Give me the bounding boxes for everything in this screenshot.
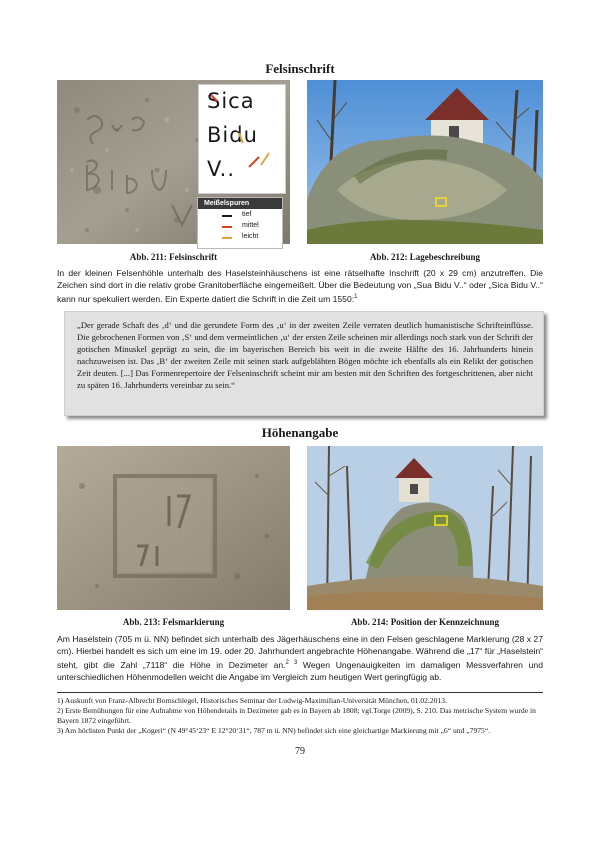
legend-title: Meißelspuren — [198, 198, 282, 209]
chisel-marks-overlay — [199, 85, 285, 193]
rock-marking-image — [57, 446, 290, 610]
footnote-2: 2) Erste Bemühungen für eine Aufnahme von Höhendetails in Dezimeter gab es in Bayern ab 1808; vgl.Torge (2009), S. 210. Das metrische System wurde in Bayern 1872 eingeführt. — [57, 706, 536, 725]
legend-swatch — [222, 215, 232, 217]
legend-label: leicht — [242, 233, 259, 240]
chisel-marks-legend — [197, 197, 283, 249]
footnote-3: 3) Am höchsten Punkt der „Kogeri“ (N 49°45‘23“ E 12°20‘31“, 787 m ü. NN) befindet sich eine gleichartige Markierung mit „6“ und „7975“. — [57, 726, 491, 735]
expert-quote-text: „Der gerade Schaft des ‚d‘ und die gerundete Form des ‚u‘ in der zweiten Zeile verraten deutlich humanistische Schrifteinflüsse. Die gebrochenen Formen von ‚S‘ und dem vermeintlichen ‚u‘ der ersten Zeile scheinen mir allerdings noch stark von der Schrift der gotischen Minuskel geprägt zu sein, die im bayerischen Bereich bis weit in die zweite Hälfte des 16. Jahrhunderts hinein nachzuweisen ist. Das ‚B‘ der zweiten Zeile mit seinen stark aufgeblähten Bögen möchte ich ebenfalls als ein Relikt der gotischen Zeit deuten. [...] Das Formenrepertoire der Felseninschrift scheint mir am besten mit den Schriften des fortgeschrittenen, aber nicht zu späten 16. Jahrhunderts vereinbar zu sein.“ — [77, 320, 533, 390]
inset-line-1: Sica — [207, 89, 255, 113]
legend-label: mittel — [242, 222, 259, 229]
footnotes — [57, 696, 543, 736]
photo-felsmarkierung — [57, 446, 290, 610]
footnote-refs: 2 3 — [285, 660, 298, 666]
paragraph-text-cont: Wegen Ungenauigkeiten im damaligen Messverfahren und unterschiedlichen Höhenmodellen weicht die Angabe im Vergleich zum heutigen Wert geringfügig ab. — [57, 659, 543, 682]
caption-fig-212: Abb. 212: Lagebeschreibung — [369, 252, 481, 262]
hut-on-rock-image — [307, 446, 543, 610]
paragraph-text: In der kleinen Felsenhöhle unterhalb des Haselsteinhäuschens ist eine rätselhafte Inschrift (20 x 29 cm) anzutreffen. Die Zeichen sind dort in die relativ grobe Granitoberfläche eingemeißelt. Über die Bedeutung von „Sua Bidu V..“ oder „Sica Bidu V..“ kann nur spekuliert werden. Ein Experte datiert die Schrift in die Zeit um 1550: — [57, 268, 543, 304]
inset-line-3: V.. — [207, 157, 236, 181]
inscription-transcription-inset — [198, 84, 286, 194]
inset-line-2: Bidu — [207, 123, 258, 147]
caption-fig-214: Abb. 214: Position der Kennzeichnung — [350, 617, 500, 627]
legend-swatch — [222, 237, 232, 239]
paragraph-hoehenangabe — [57, 633, 543, 683]
caption-fig-213: Abb. 213: Felsmarkierung — [122, 617, 225, 627]
photo-lagebeschreibung — [307, 80, 543, 244]
page-number: 79 — [295, 746, 305, 757]
section-heading-felsinschrift: Felsinschrift — [265, 61, 335, 76]
caption-fig-211: Abb. 211: Felsinschrift — [129, 252, 218, 262]
footnote-divider — [57, 692, 543, 693]
section-heading-hoehenangabe: Höhenangabe — [261, 425, 339, 440]
paragraph-text: Am Haselstein (705 m ü. NN) befindet sich unterhalb des Jägerhäuschens eine in den Felsen geschlagene Markierung (28 x 27 cm). Hierbei handelt es sich um eine im 19. oder 20. Jahrhundert angebrachte Höhenangabe. Während die „17“ für „Haselstein“ steht, gibt die Zahl „7118“ die Höhe in Dezimeter an. — [57, 634, 543, 670]
expert-quote-box — [64, 311, 544, 416]
legend-swatch — [222, 226, 232, 228]
photo-position-kennzeichnung — [307, 446, 543, 610]
legend-item-leicht — [198, 231, 282, 243]
paragraph-felsinschrift — [57, 267, 543, 305]
rock-landscape-image — [307, 80, 543, 244]
footnote-1: 1) Auskunft von Franz-Albrecht Bornschlegel, Historisches Seminar der Ludwig-Maximilian-Universität München, 01.02.2013. — [57, 696, 447, 705]
legend-label: tief — [242, 211, 252, 218]
footnote-ref: 1 — [354, 294, 358, 300]
